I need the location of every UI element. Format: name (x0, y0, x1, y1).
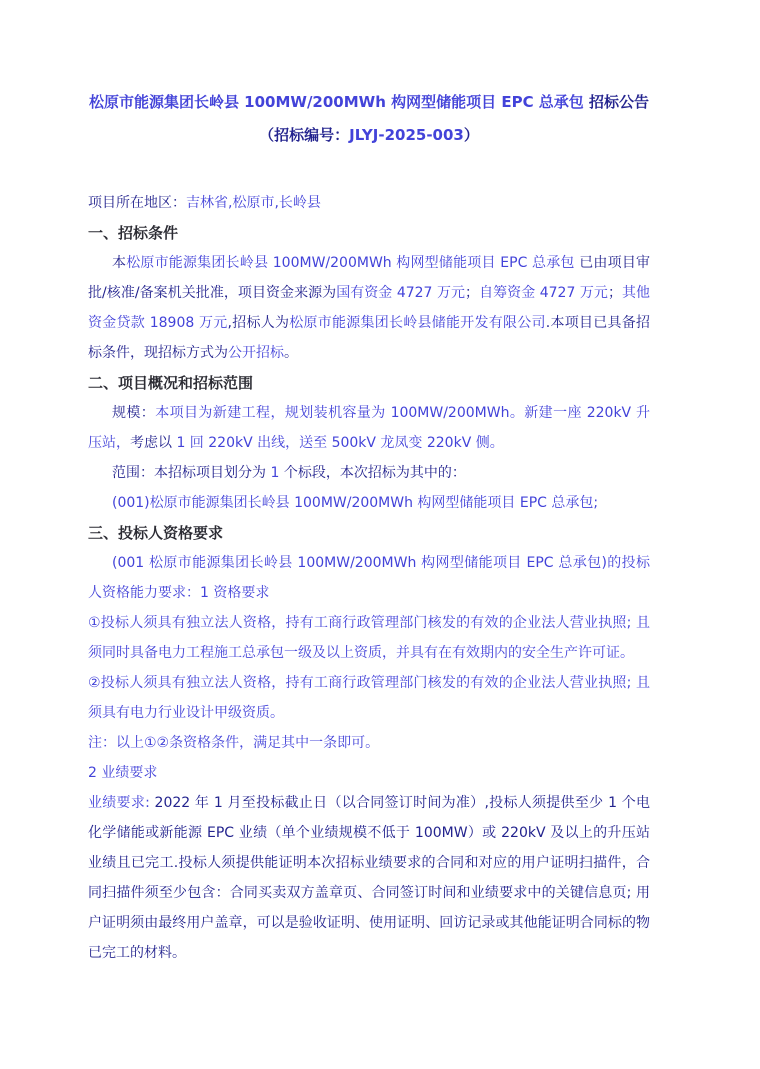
document-body (88, 188, 650, 968)
tender-conditions-para-segment: 已由项目审批/核准/备案机关批准，项目资金来源为 (88, 255, 651, 301)
tender-conditions-para-segment: ,招标人为 (227, 315, 290, 331)
section-1-heading-segment: 一、招标条件 (88, 224, 179, 242)
tender-conditions-para-segment: .本项目已具备招标条件，现招标方式为 (88, 315, 651, 361)
tender-conditions-para-segment: 公开招标 (228, 345, 284, 361)
tender-number-line (88, 119, 650, 152)
note-line-segment: 注：以上①②条资格条件，满足其中一条即可。 (88, 735, 380, 751)
tender-conditions-para-segment: 国有资金 4727 万元 (336, 285, 466, 301)
tender-conditions-para-segment: ； (465, 285, 480, 301)
document-title-area (88, 86, 650, 152)
tender-scope-para-segment: 范围：本招标项目划分为 (112, 465, 271, 481)
document-title-segment: 松原市能源集团长岭县 100MW/200MWh 构网型储能项目 EPC 总承包 (88, 93, 584, 111)
qualification-condition-1-para-segment: ①投标人须具有独立法人资格，持有工商行政管理部门核发的有效的企业法人营业执照; 且须同时具备电力工程施工总承包一级及以上资质，并具有在有效期内的安全生产许可证。 (88, 615, 650, 661)
project-location-line-segment: 项目所在地区： (88, 195, 186, 211)
section-2-heading (88, 368, 650, 398)
qualification-condition-2-para (88, 668, 650, 728)
tender-conditions-para-segment: 。 (284, 345, 298, 361)
performance-requirement-para-segment: 业绩要求: (88, 795, 155, 811)
tender-conditions-para-segment: 松原市能源集团长岭县储能开发有限公司 (289, 315, 546, 331)
note-line (88, 728, 650, 758)
tender-conditions-para-segment: ； (607, 285, 622, 301)
tender-conditions-para-segment: 本 (112, 255, 127, 271)
section-3-heading-segment: 三、投标人资格要求 (88, 524, 224, 542)
tender-conditions-para-segment: 其他资金贷款 18908 万元 (88, 285, 651, 331)
tender-scope-para-segment: 个标段，本次招标为其中的： (279, 465, 466, 481)
bidder-qualification-para-segment: (001 松原市能源集团长岭县 100MW/200MWh 构网型储能项目 EPC 总承包)的投标人资格能力要求：1 资格要求 (88, 555, 650, 601)
tender-conditions-para (88, 248, 650, 368)
project-location-line (88, 188, 650, 218)
tender-number-line-segment: （招标编号： (259, 126, 350, 144)
tender-conditions-para-segment: 自筹资金 4727 万元 (479, 285, 608, 301)
document-title (88, 86, 650, 119)
project-scale-para-segment: 规模： (112, 405, 156, 421)
bidder-qualification-para (88, 548, 650, 608)
section-1-heading (88, 218, 650, 248)
tender-number-line-segment: JLYJ-2025-003 (349, 126, 464, 144)
document-title-segment: 招标公告 (583, 93, 650, 111)
qualification-condition-1-para (88, 608, 650, 668)
section-2-heading-segment: 二、项目概况和招标范围 (88, 374, 254, 392)
qualification-condition-2-para-segment: ②投标人须具有独立法人资格，持有工商行政管理部门核发的有效的企业法人营业执照; 且须具有电力行业设计甲级资质。 (88, 675, 650, 721)
project-location-line-segment: 吉林省,松原市,长岭县 (186, 195, 321, 211)
project-scale-para (88, 398, 650, 458)
section-3-heading (88, 518, 650, 548)
project-scale-para-segment: 1 回 220kV 出线，送至 500kV 龙凤变 220kV 侧。 (172, 435, 504, 451)
tender-scope-para (88, 458, 650, 488)
lot-001-line-segment: (001)松原市能源集团长岭县 100MW/200MWh 构网型储能项目 EPC 总承包; (112, 495, 599, 511)
project-scale-para-segment: 考虑以 (130, 435, 172, 451)
tender-scope-para-segment: 1 (270, 465, 280, 481)
performance-requirement-para-segment: 2022 年 1 月至投标截止日（以合同签订时间为准）,投标人须提供至少 1 个电化学储能或新能源 EPC 业绩（单个业绩规模不低于 100MW）或 220kV 及以上的升压站业绩且已完工.投标人须提供能证明本次招标业绩要求的合同和对应的用户证明扫描件，合同扫描件须至少包含：合同买卖双方盖章页、合同签订时间和业绩要求中的关键信息页; 用户证明须由最终用户盖章，可以是验收证明、使用证明、回访记录或其他能证明合同标的物已完工的材料。 (88, 795, 650, 961)
tender-number-line-segment: ） (463, 126, 479, 144)
performance-requirement-heading-line-segment: 2 业绩要求 (88, 765, 158, 781)
performance-requirement-para (88, 788, 650, 968)
project-scale-para-segment: 本项目为新建工程，规划装机容量为 100MW/200MWh。新建一座 220kV 升压站， (88, 405, 650, 451)
performance-requirement-heading-line (88, 758, 650, 788)
tender-conditions-para-segment: 松原市能源集团长岭县 100MW/200MWh 构网型储能项目 EPC 总承包 (126, 255, 575, 271)
lot-001-line (88, 488, 650, 518)
